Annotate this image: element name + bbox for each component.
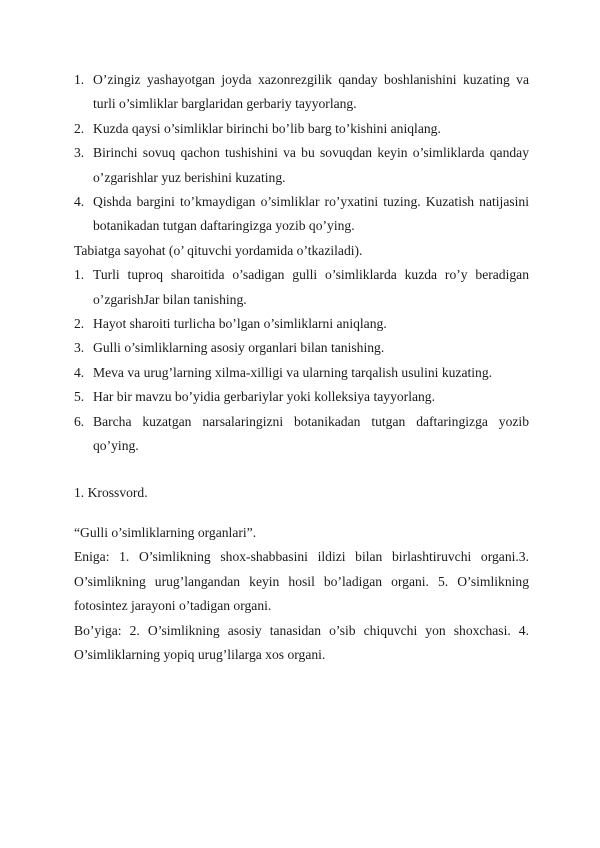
crossword-across-clues: Eniga: 1. O’simlikning shox-shabbasini ildizi bilan birlashtiruvchi organi.3. O’simlikning urug’langandan keyin hosil bo’ladigan organi. 5. O’simlikning fotosintez jarayoni o’tadigan organi.	[74, 549, 529, 614]
list-number: 4.	[74, 194, 85, 210]
excursion-heading: Tabiatga sayohat (o’ qituvchi yordamida o’tkaziladi).	[74, 242, 363, 258]
list-text: O’zingiz yashayotgan joyda xazonrezgilik qanday boshlanishini kuzating va turli o’simliklar barglaridan gerbariy tayyorlang.	[93, 72, 529, 112]
list-text: Kuzda qaysi o’simliklar birinchi bo’lib barg to’kishini aniqlang.	[93, 120, 441, 136]
list-item	[74, 68, 529, 117]
list-number: 1.	[74, 267, 85, 283]
list-text: Qishda bargini to’kmaydigan o’simliklar ro’yxatini tuzing. Kuzatish natijasini botanikadan tutgan daftaringizga yozib qo’ying.	[93, 194, 529, 234]
list-number: 6.	[74, 413, 85, 429]
list-number: 3.	[74, 145, 85, 161]
list-item	[74, 141, 529, 190]
list-text: Turli tuproq sharoitida o’sadigan gulli o’simliklarda kuzda ro’y beradigan o’zgarishJar bilan tanishing.	[93, 267, 529, 307]
list-number: 5.	[74, 389, 85, 405]
list-item	[74, 263, 529, 312]
list-item	[74, 336, 529, 360]
document-page	[74, 68, 529, 667]
list-text: Meva va urug’larning xilma-xilligi va ularning tarqalish usulini kuzating.	[93, 364, 493, 380]
list-item	[74, 312, 529, 336]
list-text: Barcha kuzatgan narsalaringizni botanikadan tutgan daftaringizga yozib qo’ying.	[93, 413, 529, 454]
list-item	[74, 410, 529, 459]
list-item	[74, 385, 529, 409]
list-text: Birinchi sovuq qachon tushishini va bu sovuqdan keyin o’simliklarda qanday o’zgarishlar yuz berishini kuzating.	[93, 145, 529, 185]
list-item	[74, 361, 529, 385]
list-text: Hayot sharoiti turlicha bo’lgan o’simliklarni aniqlang.	[93, 316, 387, 332]
list-text: Har bir mavzu bo’yidia gerbariylar yoki kolleksiya tayyorlang.	[93, 389, 436, 405]
list-item	[74, 117, 529, 141]
list-number: 4.	[74, 364, 85, 380]
observation-list	[74, 68, 529, 239]
list-number: 1.	[74, 72, 85, 87]
list-number: 3.	[74, 340, 85, 356]
excursion-task-list	[74, 263, 529, 458]
list-text: Gulli o’simliklarning asosiy organlari bilan tanishing.	[93, 340, 385, 356]
crossword-down-clues: Bo’yiga: 2. O’simlikning asosiy tanasidan o’sib chiquvchi yon shoxchasi. 4. O’simliklarning yopiq urug’lilarga xos organi.	[74, 622, 529, 662]
list-number: 2.	[74, 120, 85, 136]
crossword-title: “Gulli o’simliklarning organlari”.	[74, 524, 257, 540]
list-number: 2.	[74, 316, 85, 332]
crossword-heading: 1. Krossvord.	[74, 484, 148, 500]
list-item	[74, 190, 529, 239]
